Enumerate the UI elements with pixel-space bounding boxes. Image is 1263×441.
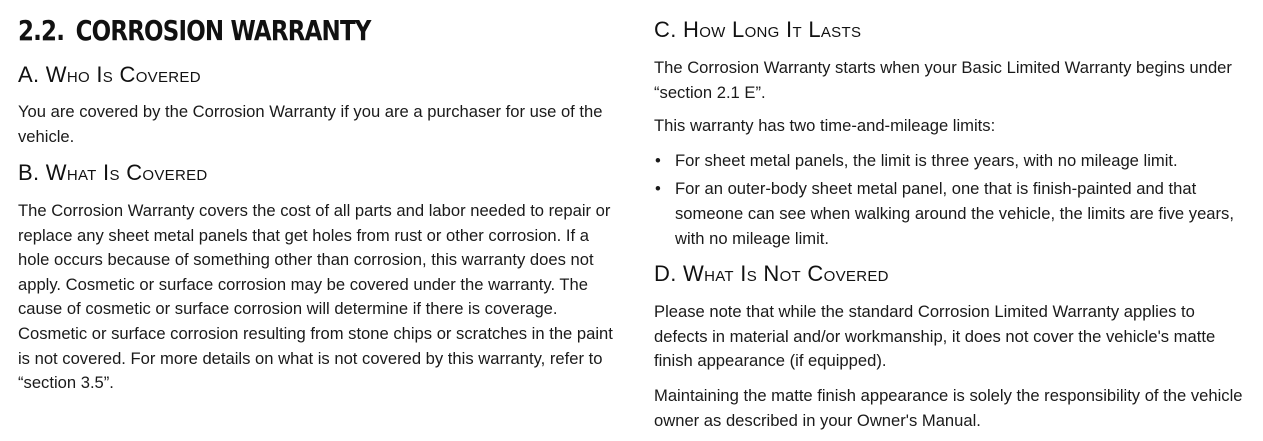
heading-who-is-covered: A. Who Is Covered bbox=[18, 62, 201, 87]
heading-what-is-not-covered: D. What Is Not Covered bbox=[654, 261, 889, 286]
list-item bbox=[654, 148, 1244, 173]
time-limits-list bbox=[654, 148, 1244, 254]
list-item-text: For an outer-body sheet metal panel, one that is finish-painted and that someone can see when walking around the vehicle, the limits are five years, with no mileage limit. bbox=[675, 179, 1234, 248]
section-title bbox=[18, 14, 371, 47]
paragraph-time-limits: This warranty has two time-and-mileage limits: bbox=[654, 116, 996, 135]
section-title-text: CORROSION WARRANTY bbox=[75, 14, 371, 47]
paragraph-owner-responsibility: Maintaining the matte finish appearance is solely the responsibility of the vehicle owner as described in your Owner's Manual. bbox=[654, 386, 1243, 430]
paragraph-what-is-covered: The Corrosion Warranty covers the cost of all parts and labor needed to repair or replace any sheet metal panels that get holes from rust or other corrosion. If a hole occurs because of something other than corrosion, this warranty does not apply. Cosmetic or surface corrosion may be covered under the warranty. The cause of cosmetic or surface corrosion will determine if there is coverage. Cosmetic or surface corrosion resulting from stone chips or scratches in the paint is not covered. For more details on what is not covered by this warranty, refer to “section 3.5”. bbox=[18, 201, 613, 393]
paragraph-matte-finish: Please note that while the standard Corrosion Limited Warranty applies to defects in material and/or workmanship, it does not cover the vehicle's matte finish appearance (if equipped). bbox=[654, 302, 1216, 371]
bullet-icon: • bbox=[655, 151, 661, 170]
list-item bbox=[654, 176, 1244, 251]
heading-how-long-it-lasts: C. How Long It Lasts bbox=[654, 17, 862, 42]
list-item-text: For sheet metal panels, the limit is three years, with no mileage limit. bbox=[675, 151, 1178, 170]
paragraph-who-is-covered: You are covered by the Corrosion Warranty if you are a purchaser for use of the vehicle. bbox=[18, 102, 603, 146]
section-number: 2.2. bbox=[18, 14, 65, 47]
heading-what-is-covered: B. What Is Covered bbox=[18, 160, 208, 185]
paragraph-warranty-start: The Corrosion Warranty starts when your Basic Limited Warranty begins under “section 2.1 E”. bbox=[654, 58, 1232, 102]
bullet-icon: • bbox=[655, 179, 661, 198]
